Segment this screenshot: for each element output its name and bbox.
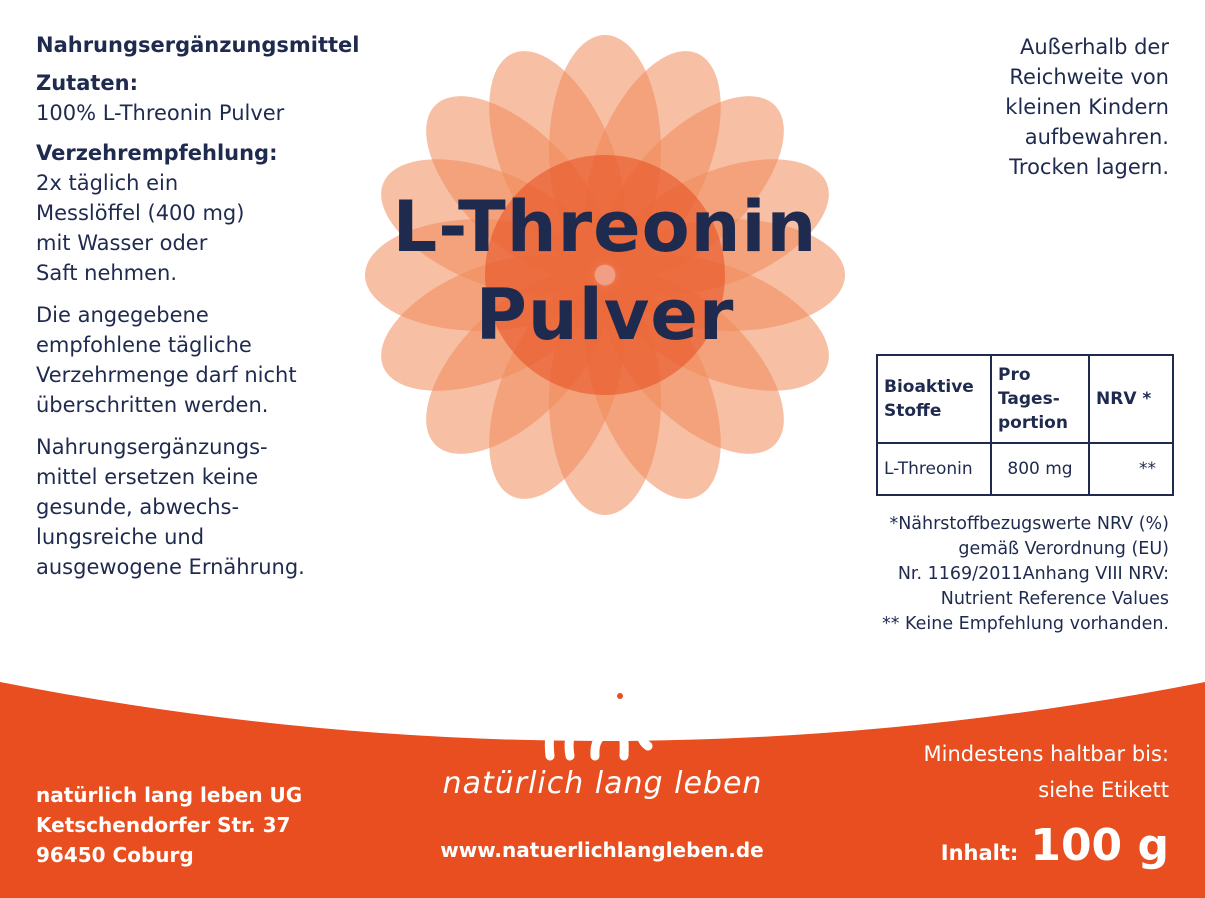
table-cell-nrv: **: [1089, 443, 1173, 495]
nrv-footnote: [809, 512, 1169, 637]
company-name: natürlich lang leben UG: [36, 783, 303, 807]
table-cell-amount: 800 mg: [991, 443, 1089, 495]
storage-line: Reichweite von: [1009, 65, 1169, 89]
brand-slogan: natürlich lang leben: [442, 766, 763, 801]
table-header-nrv: NRV *: [1089, 355, 1173, 443]
company-address: [36, 780, 302, 870]
table-cell-substance: L-Threonin: [877, 443, 991, 495]
category-label: Nahrungsergänzungsmittel: [36, 33, 360, 57]
footnote-line: Nutrient Reference Values: [940, 589, 1169, 609]
warning-line: gesunde, abwechs-: [36, 495, 240, 519]
storage-line: aufbewahren.: [1024, 125, 1169, 149]
warning-line: Nahrungsergänzungs-: [36, 435, 268, 459]
dosage-line: Messlöffel (400 mg): [36, 201, 245, 225]
product-title-line2: Pulver: [475, 274, 735, 356]
warning-line: ausgewogene Ernährung.: [36, 555, 305, 579]
warning-line: lungsreiche und: [36, 525, 205, 549]
net-content: [941, 820, 1169, 871]
company-city: 96450 Coburg: [36, 843, 194, 867]
storage-line: kleinen Kindern: [1005, 95, 1169, 119]
footnote-line: ** Keine Empfehlung vorhanden.: [881, 614, 1169, 634]
left-info-column: [36, 30, 366, 594]
product-title: [360, 183, 850, 359]
best-before-label: Mindestens haltbar bis:: [923, 742, 1169, 766]
warning-line: überschritten werden.: [36, 393, 269, 417]
website-link[interactable]: www.natuerlichlangleben.de: [440, 838, 764, 862]
ingredients-heading: Zutaten:: [36, 71, 139, 95]
table-header-row: [877, 355, 1173, 443]
dosage-line: 2x täglich ein: [36, 171, 179, 195]
storage-line: Trocken lagern.: [1009, 155, 1169, 179]
warning-line: mittel ersetzen keine: [36, 465, 259, 489]
table-header-substance: Bioaktive Stoffe: [877, 355, 991, 443]
company-street: Ketschendorfer Str. 37: [36, 813, 291, 837]
footnote-line: gemäß Verordnung (EU): [958, 539, 1169, 559]
dosage-line: Saft nehmen.: [36, 261, 178, 285]
storage-instructions: [909, 32, 1169, 182]
nutrition-table: [876, 354, 1174, 496]
ingredients-text: 100% L-Threonin Pulver: [36, 101, 285, 125]
warning-line: Die angegebene: [36, 303, 209, 327]
product-title-line1: L-Threonin: [392, 186, 818, 268]
table-row: [877, 443, 1173, 495]
dosage-line: mit Wasser oder: [36, 231, 208, 255]
best-before-value: siehe Etikett: [1038, 778, 1169, 802]
footnote-line: Nr. 1169/2011Anhang VIII NRV:: [897, 564, 1169, 584]
content-value: 100 g: [1030, 820, 1169, 871]
footnote-line: *Nährstoffbezugswerte NRV (%): [889, 514, 1169, 534]
best-before: [869, 736, 1169, 808]
storage-line: Außerhalb der: [1020, 35, 1169, 59]
content-label: Inhalt:: [940, 841, 1019, 865]
elephant-logo-icon: [540, 664, 665, 764]
warning-line: empfohlene tägliche: [36, 333, 252, 357]
warning-line: Verzehrmenge darf nicht: [36, 363, 297, 387]
dosage-heading: Verzehrempfehlung:: [36, 141, 278, 165]
table-header-portion: Pro Tages- portion: [991, 355, 1089, 443]
